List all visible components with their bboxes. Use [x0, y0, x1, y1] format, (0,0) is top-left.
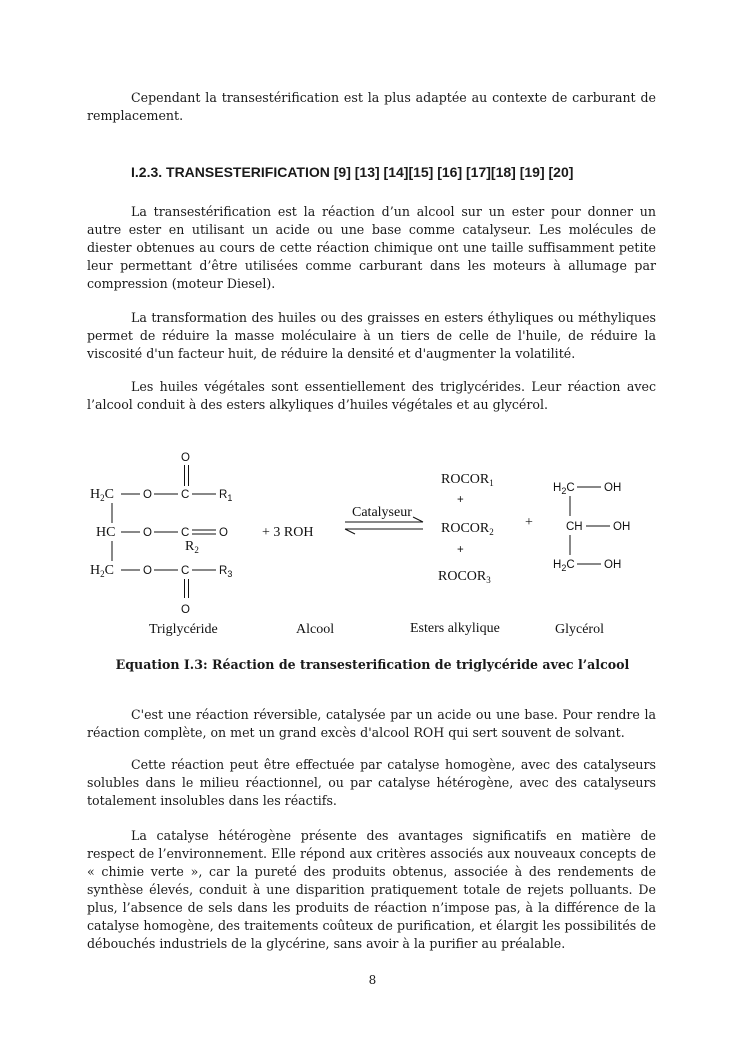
- glycerol-oh-3: OH: [604, 559, 622, 571]
- page-number: 8: [368, 973, 377, 987]
- label-alcool: Alcool: [296, 622, 335, 637]
- ester-3: $ROCOR_3$: [438, 569, 491, 585]
- ester-oxygen-3: O: [143, 565, 152, 577]
- paragraph-definition: La transestérification est la réaction d’un alcool sur un ester pour donner un autre ester en utilisant un acide ou une base comme catalyseur. Les molécules de diester obtenues au cours de cette réaction chimique ont une taille suffisamment petite leur permettant d’être utilisées comme carburant dans les moteurs à allumage par compression (moteur Diesel).: [87, 204, 656, 291]
- plus-sign-1: +: [457, 494, 464, 506]
- ester-2: $ROCOR_2$: [441, 521, 494, 537]
- transesterification-reaction-diagram: [0, 440, 745, 645]
- carbonyl-carbon-2: C: [181, 527, 190, 539]
- alkyl-esters: [438, 472, 494, 585]
- carbonyl-carbon-3: C: [181, 565, 190, 577]
- plus-sign-glycerol: +: [525, 515, 533, 530]
- plus-sign-2: +: [457, 544, 464, 556]
- paragraph-triglycerides: Les huiles végétales sont essentiellement des triglycérides. Leur réaction avec l’alcool conduit à des esters alkyliques d’huiles végétales et au glycérol.: [87, 379, 656, 412]
- label-triglyceride: Triglycéride: [149, 622, 218, 637]
- glycerol-ch2-bottom: $H_2C$: [553, 559, 575, 573]
- paragraph-intro: Cependant la transestérification est la plus adaptée au contexte de carburant de remplacement.: [87, 90, 656, 123]
- section-title: I.2.3. TRANSESTERIFICATION: [131, 164, 330, 180]
- glycerol-structure: [553, 482, 630, 573]
- triglyceride-structure: [90, 452, 232, 616]
- ester-1: $ROCOR_1$: [441, 472, 494, 488]
- r1-group: $R_1$: [219, 489, 233, 503]
- ch2-bottom: $H_2C$: [90, 563, 114, 579]
- carbonyl-carbon-1: C: [181, 489, 190, 501]
- section-heading: [131, 164, 573, 180]
- r2-group: $R_2$: [185, 539, 199, 555]
- paragraph-heterogeneous: La catalyse hétérogène présente des avantages significatifs en matière de respect de l’environnement. Elle répond aux critères associés aux nouveaux concepts de « chimie verte », car la pureté des produits obtenus, associée à des rendements de synthèse élevés, conduit à une disparition pratiquement totale de rejets polluants. De plus, l’absence de sels dans les produits de réaction n’impose pas, à la différence de la catalyse homogène, des traitements coûteux de purification, et élargit les possibilités de débouchés industriels de la glycérine, sans avoir à la purifier au préalable.: [87, 828, 656, 951]
- carbonyl-oxygen-bottom: O: [181, 604, 190, 616]
- alcohol-reagent: + 3 ROH: [262, 525, 314, 540]
- carbonyl-oxygen-middle: O: [219, 527, 228, 539]
- r3-group: $R_3$: [219, 565, 233, 579]
- equilibrium-arrows: [345, 505, 423, 534]
- glycerol-oh-1: OH: [604, 482, 622, 494]
- glycerol-ch: CH: [566, 521, 583, 533]
- paragraph-transformation: La transformation des huiles ou des graisses en esters éthyliques ou méthyliques permet de réduire la masse moléculaire à un tiers de celle de l'huile, de réduire la viscosité d'un facteur huit, de réduire la densité et d'augmenter la volatilité.: [87, 310, 656, 361]
- carbonyl-oxygen-top: O: [181, 452, 190, 464]
- paragraph-reversible: C'est une réaction réversible, catalysée par un acide ou une base. Pour rendre la réaction complète, on met un grand excès d'alcool ROH qui sert souvent de solvant.: [87, 707, 656, 740]
- section-references: [9] [13] [14][15] [16] [17][18] [19] [20]: [333, 164, 574, 180]
- glycerol-ch2-top: $H_2C$: [553, 482, 575, 496]
- ch-middle: HC: [96, 525, 116, 540]
- ester-oxygen-1: O: [143, 489, 152, 501]
- ester-oxygen-2: O: [143, 527, 152, 539]
- glycerol-oh-2: OH: [613, 521, 631, 533]
- catalyst-label: Catalyseur: [352, 505, 412, 520]
- label-esters: Esters alkylique: [410, 621, 500, 636]
- ch2-top: $H_2C$: [90, 487, 114, 503]
- label-glycerol: Glycérol: [555, 622, 604, 637]
- equation-caption: Equation I.3: Réaction de transesterification de triglycéride avec l’alcool: [115, 657, 630, 672]
- paragraph-catalysis: Cette réaction peut être effectuée par catalyse homogène, avec des catalyseurs solubles dans le milieu réactionnel, ou par catalyse hétérogène, avec des catalyseurs totalement insolubles dans les réactifs.: [87, 757, 656, 808]
